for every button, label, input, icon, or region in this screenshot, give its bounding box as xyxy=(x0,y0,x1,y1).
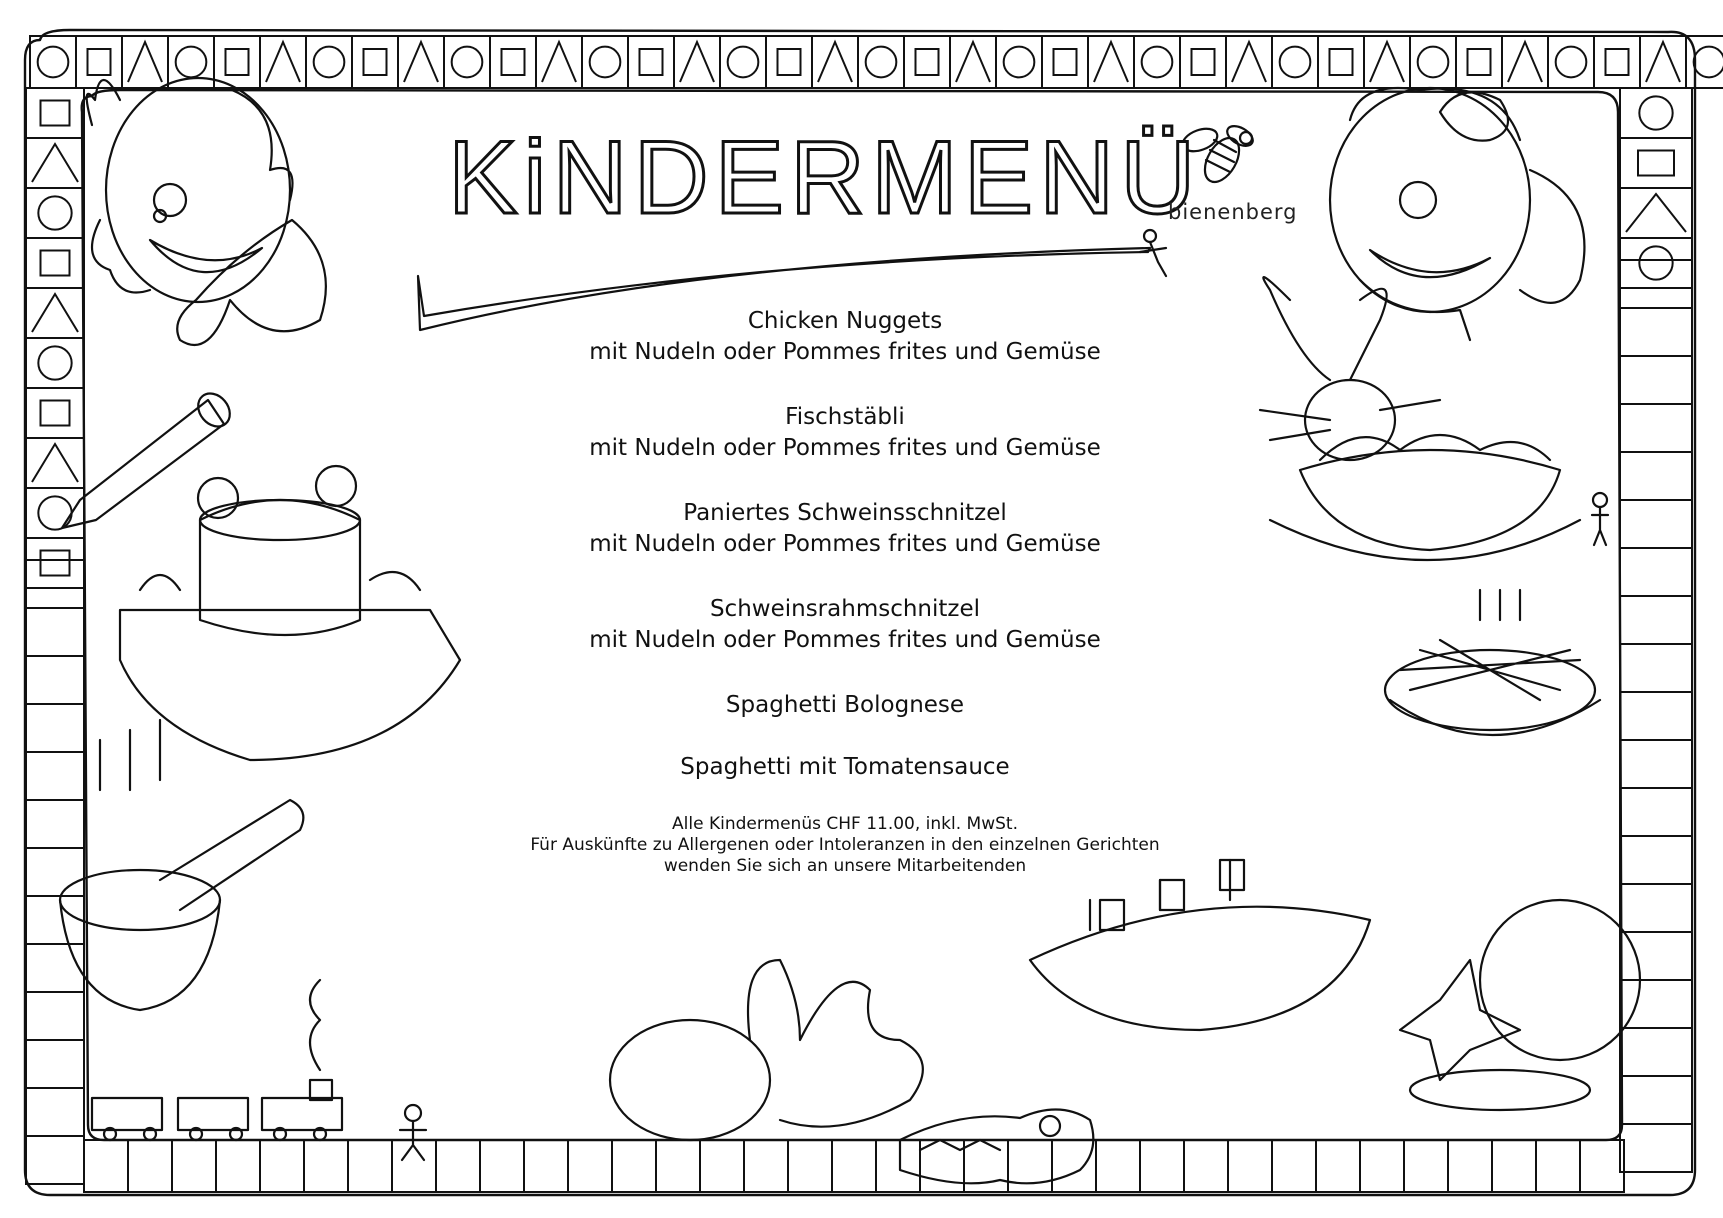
border-tile xyxy=(612,1140,656,1192)
allergen-note-line2: wenden Sie sich an unsere Mitarbeitenden xyxy=(663,856,1027,876)
tile-ornament xyxy=(1094,42,1128,82)
tile-ornament xyxy=(818,42,852,82)
border-tile xyxy=(1360,1140,1404,1192)
menu-item xyxy=(440,752,1250,783)
border-tile xyxy=(26,1040,84,1088)
border-tile xyxy=(1272,1140,1316,1192)
dish-name: Schweinsrahmschnitzel xyxy=(709,596,981,622)
pot-icon xyxy=(120,466,460,760)
border-tile xyxy=(436,1140,480,1192)
tile-ornament xyxy=(1280,47,1311,78)
tile-ornament xyxy=(542,42,576,82)
border-tile xyxy=(1620,884,1692,932)
border-tile xyxy=(1620,260,1692,308)
border-tile xyxy=(1620,1124,1692,1172)
tile-ornament xyxy=(176,47,207,78)
tile-ornament xyxy=(32,444,78,482)
tile-ornament xyxy=(1330,49,1353,75)
tile-ornament xyxy=(1694,47,1723,78)
border-tile xyxy=(1620,452,1692,500)
tile-ornament xyxy=(38,346,71,379)
tile-ornament xyxy=(1232,42,1266,82)
tile-ornament xyxy=(1626,194,1686,232)
border-tile xyxy=(766,36,812,88)
tile-ornament xyxy=(778,49,801,75)
border-tile xyxy=(1052,1140,1096,1192)
dish-side: mit Nudeln oder Pommes frites und Gemüse xyxy=(589,531,1101,557)
price-note: Alle Kindermenüs CHF 11.00, inkl. MwSt. xyxy=(672,814,1018,834)
menu-item xyxy=(440,594,1250,656)
tile-ornament xyxy=(266,42,300,82)
border-tile xyxy=(1620,788,1692,836)
border-tile xyxy=(1492,1140,1536,1192)
border-tile xyxy=(1620,138,1692,188)
border-tile xyxy=(26,848,84,896)
allergen-note-line1: Für Auskünfte zu Allergenen oder Intoleranzen in den einzelnen Gerichten xyxy=(530,835,1160,855)
tile-ornament xyxy=(1606,49,1629,75)
tile-ornament xyxy=(1192,49,1215,75)
menu-list xyxy=(440,306,1250,877)
border-tile xyxy=(1620,1028,1692,1076)
tile-ornament xyxy=(728,47,759,78)
tile-ornament xyxy=(32,294,78,332)
border-tile xyxy=(1620,932,1692,980)
border-tile xyxy=(656,1140,700,1192)
border-tile xyxy=(1594,36,1640,88)
crocodile-icon xyxy=(900,1109,1093,1183)
border-tile xyxy=(788,1140,832,1192)
border-tile xyxy=(1620,740,1692,788)
tile-ornament xyxy=(1418,47,1449,78)
dish-side: mit Nudeln oder Pommes frites und Gemüse xyxy=(589,339,1101,365)
border-tile xyxy=(1620,644,1692,692)
menu-item xyxy=(440,306,1250,368)
border-tile xyxy=(1228,1140,1272,1192)
rabbit-icon xyxy=(1260,277,1440,460)
border-tile xyxy=(26,704,84,752)
menu-item xyxy=(440,498,1250,560)
boat-icon xyxy=(1030,860,1370,1030)
border-tile xyxy=(26,238,84,288)
tile-ornament xyxy=(502,49,525,75)
border-tile xyxy=(1316,1140,1360,1192)
fries-bowl-icon xyxy=(1385,590,1600,735)
border-tile xyxy=(832,1140,876,1192)
border-tile xyxy=(1140,1140,1184,1192)
brand-name: bienenberg xyxy=(1168,200,1298,224)
border-tile xyxy=(628,36,674,88)
border-tile xyxy=(26,896,84,944)
border-tile xyxy=(1042,36,1088,88)
tile-ornament xyxy=(1646,42,1680,82)
tile-ornament xyxy=(128,42,162,82)
bottom-pattern-band xyxy=(84,1140,1624,1192)
border-tile xyxy=(1620,500,1692,548)
tile-ornament xyxy=(38,47,69,78)
tile-ornament xyxy=(41,251,70,276)
border-tile xyxy=(26,752,84,800)
menu-footer xyxy=(440,814,1250,877)
border-tile xyxy=(84,1140,128,1192)
border-tile xyxy=(568,1140,612,1192)
border-tile xyxy=(26,992,84,1040)
dish-name: Fischstäbli xyxy=(785,404,905,430)
tile-ornament xyxy=(680,42,714,82)
border-tile xyxy=(524,1140,568,1192)
menu-item xyxy=(440,402,1250,464)
tile-ornament xyxy=(916,49,939,75)
border-tile xyxy=(26,560,84,608)
tile-ornament xyxy=(404,42,438,82)
border-tile xyxy=(128,1140,172,1192)
tile-ornament xyxy=(640,49,663,75)
border-tile xyxy=(26,88,84,138)
tile-ornament xyxy=(1508,42,1542,82)
border-tile xyxy=(260,1140,304,1192)
border-tile xyxy=(744,1140,788,1192)
border-tile xyxy=(1620,404,1692,452)
pan-icon xyxy=(60,720,303,1010)
border-tile xyxy=(1456,36,1502,88)
border-tile xyxy=(304,1140,348,1192)
menu-item xyxy=(440,690,1250,721)
top-pattern-band xyxy=(30,36,1723,88)
border-tile xyxy=(1318,36,1364,88)
salad-bowl-icon xyxy=(1270,435,1580,560)
border-tile xyxy=(1620,596,1692,644)
border-tile xyxy=(26,388,84,438)
border-tile xyxy=(1620,980,1692,1028)
tile-ornament xyxy=(38,496,71,529)
border-tile xyxy=(1620,548,1692,596)
border-tile xyxy=(214,36,260,88)
tile-ornament xyxy=(956,42,990,82)
tile-ornament xyxy=(364,49,387,75)
border-tile xyxy=(1580,1140,1624,1192)
tile-ornament xyxy=(590,47,621,78)
border-tile xyxy=(76,36,122,88)
tile-ornament xyxy=(1556,47,1587,78)
border-tile xyxy=(1536,1140,1580,1192)
tile-ornament xyxy=(226,49,249,75)
border-tile xyxy=(904,36,950,88)
tile-ornament xyxy=(1370,42,1404,82)
border-tile xyxy=(352,36,398,88)
border-tile xyxy=(480,1140,524,1192)
border-tile xyxy=(1448,1140,1492,1192)
border-tile xyxy=(1096,1140,1140,1192)
tile-ornament xyxy=(1639,246,1672,279)
menu-title: KiNDERMENÜ xyxy=(448,120,1202,236)
tile-ornament xyxy=(88,49,111,75)
border-tile xyxy=(348,1140,392,1192)
pencil-icon xyxy=(62,387,236,528)
border-tile xyxy=(216,1140,260,1192)
border-tile xyxy=(172,1140,216,1192)
border-tile xyxy=(1184,1140,1228,1192)
tile-ornament xyxy=(41,101,70,126)
tile-ornament xyxy=(314,47,345,78)
border-tile xyxy=(1620,308,1692,356)
dish-side: mit Nudeln oder Pommes frites und Gemüse xyxy=(589,435,1101,461)
border-tile xyxy=(26,656,84,704)
tile-ornament xyxy=(1142,47,1173,78)
tile-ornament xyxy=(1639,96,1672,129)
clown-icon xyxy=(87,78,326,345)
dish-side: mit Nudeln oder Pommes frites und Gemüse xyxy=(589,627,1101,653)
border-tile xyxy=(26,1088,84,1136)
border-tile xyxy=(1404,1140,1448,1192)
hand-icon xyxy=(610,960,923,1140)
tile-ornament xyxy=(1054,49,1077,75)
border-tile xyxy=(1620,356,1692,404)
border-tile xyxy=(700,1140,744,1192)
dish-name: Chicken Nuggets xyxy=(747,308,943,334)
tile-ornament xyxy=(1004,47,1035,78)
border-tile xyxy=(1620,692,1692,740)
dish-name: Paniertes Schweinsschnitzel xyxy=(683,500,1007,526)
border-tile xyxy=(26,800,84,848)
border-tile xyxy=(1620,1076,1692,1124)
tile-ornament xyxy=(1468,49,1491,75)
border-tile xyxy=(26,944,84,992)
tile-ornament xyxy=(452,47,483,78)
left-pattern-band xyxy=(26,88,84,1184)
border-tile xyxy=(1180,36,1226,88)
tile-ornament xyxy=(1638,151,1674,176)
border-tile xyxy=(26,538,84,588)
border-tile xyxy=(1620,836,1692,884)
border-tile xyxy=(490,36,536,88)
train-icon xyxy=(92,980,342,1140)
star-plate-icon xyxy=(1400,900,1640,1110)
tile-ornament xyxy=(41,401,70,426)
dish-name: Spaghetti Bolognese xyxy=(725,692,965,718)
dish-name: Spaghetti mit Tomatensauce xyxy=(680,754,1010,780)
border-tile xyxy=(26,1136,84,1184)
tile-ornament xyxy=(41,551,70,576)
border-tile xyxy=(876,1140,920,1192)
girl-clown-icon xyxy=(1330,88,1584,340)
tile-ornament xyxy=(38,196,71,229)
tile-ornament xyxy=(866,47,897,78)
right-pattern-band xyxy=(1620,88,1692,1172)
border-tile xyxy=(26,608,84,656)
tile-ornament xyxy=(32,144,78,182)
